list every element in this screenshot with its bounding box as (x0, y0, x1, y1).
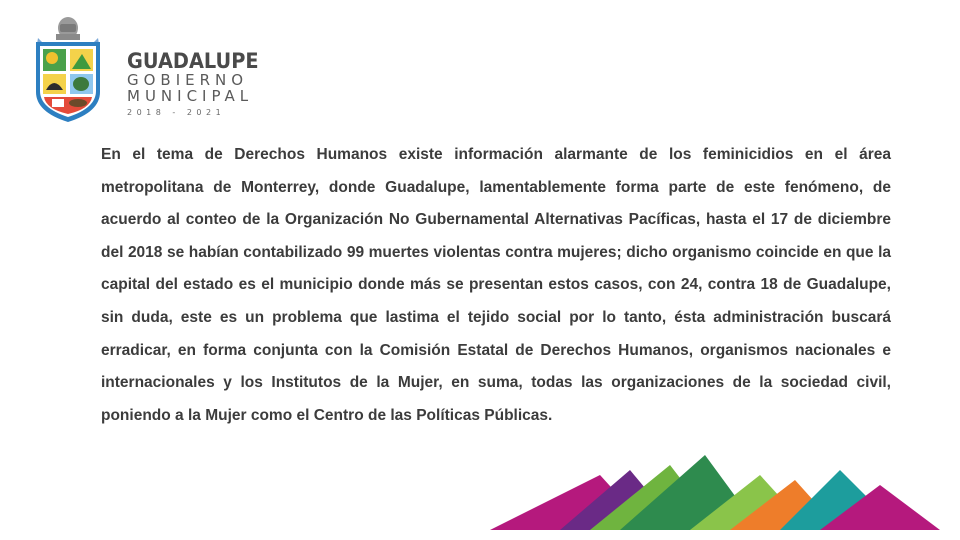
brand-line-gobierno: GOBIERNO (127, 71, 249, 89)
brand-years: 2018 - 2021 (127, 108, 226, 117)
brand-block (127, 50, 270, 119)
brand-name: GUADALUPE (127, 49, 259, 73)
coat-of-arms-icon (30, 14, 124, 126)
decorative-mountains (490, 455, 940, 530)
body-paragraph: En el tema de Derechos Humanos existe información alarmante de los feminicidios en el área metropolitana de Monterrey, donde Guadalupe, lamentablemente forma parte de este fenómeno, de acuerdo al conteo de la Organización No Gubernamental Alternativas Pacíficas, hasta el 17 de diciembre del 2018 se habían contabilizado 99 muertes violentas contra mujeres; dicho organismo coincide en que la capital del estado es el municipio donde más se presentan estos casos, con 24, contra 18 de Guadalupe, sin duda, este es un problema que lastima el tejido social por lo tanto, ésta administración buscará erradicar, en forma conjunta con la Comisión Estatal de Derechos Humanos, organismos nacionales e internacionales y los Institutos de la Mujer, en suma, todas las organizaciones de la sociedad civil, poniendo a la Mujer como el Centro de las Políticas Públicas. (101, 146, 891, 424)
brand-line-municipal: MUNICIPAL (127, 87, 254, 105)
municipal-logo (30, 14, 270, 126)
